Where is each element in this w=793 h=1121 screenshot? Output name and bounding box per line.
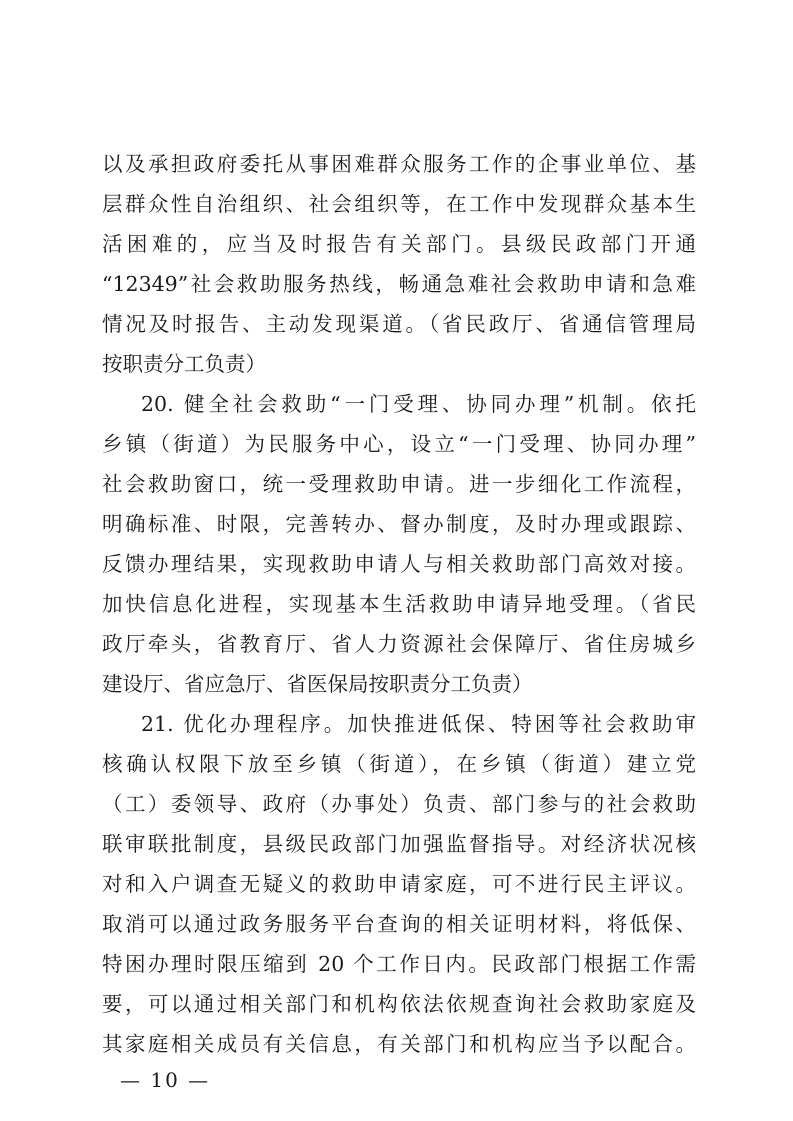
text-line: 其家庭相关成员有关信息，有关部门和机构应当予以配合。: [102, 1032, 696, 1056]
text-line: 乡镇（街道）为民服务中心，设立“一门受理、协同办理”: [102, 432, 696, 456]
text-line: 建设厅、省应急厅、省医保局按职责分工负责）: [102, 672, 533, 696]
text-line: 联审联批制度，县级民政部门加强监督指导。对经济状况核: [102, 832, 696, 856]
text-line: 以及承担政府委托从事困难群众服务工作的企事业单位、基: [102, 152, 696, 176]
text-line: 加快信息化进程，实现基本生活救助申请异地受理。（省民: [102, 592, 696, 616]
text-line: 社会救助窗口，统一受理救助申请。进一步细化工作流程，: [102, 472, 696, 496]
text-line: 取消可以通过政务服务平台查询的相关证明材料，将低保、: [102, 912, 696, 936]
text-line: 对和入户调查无疑义的救助申请家庭，可不进行民主评议。: [102, 872, 696, 896]
paragraph-20-first-line: 20. 健全社会救助“一门受理、协同办理”机制。依托: [141, 392, 696, 416]
text-line: （工）委领导、政府（办事处）负责、部门参与的社会救助: [102, 792, 696, 816]
paragraph-21-first-line: 21. 优化办理程序。加快推进低保、特困等社会救助审: [141, 712, 696, 736]
page-number: — 10 —: [120, 1068, 211, 1092]
text-line: 活困难的，应当及时报告有关部门。县级民政部门开通: [102, 232, 696, 256]
text-line: 明确标准、时限，完善转办、督办制度，及时办理或跟踪、: [102, 512, 696, 536]
text-line: 特困办理时限压缩到 20 个工作日内。民政部门根据工作需: [102, 952, 696, 976]
text-line: 反馈办理结果，实现救助申请人与相关救助部门高效对接。: [102, 552, 696, 576]
text-line: 情况及时报告、主动发现渠道。（省民政厅、省通信管理局: [102, 312, 696, 336]
text-line: 政厅牵头，省教育厅、省人力资源社会保障厅、省住房城乡: [102, 632, 696, 656]
text-line: “12349”社会救助服务热线，畅通急难社会救助申请和急难: [102, 272, 696, 296]
text-line: 层群众性自治组织、社会组织等，在工作中发现群众基本生: [102, 192, 696, 216]
text-line: 核确认权限下放至乡镇（街道），在乡镇（街道）建立党: [102, 752, 696, 776]
text-line: 要，可以通过相关部门和机构依法依规查询社会救助家庭及: [102, 992, 696, 1016]
text-line: 按职责分工负责）: [102, 352, 266, 376]
